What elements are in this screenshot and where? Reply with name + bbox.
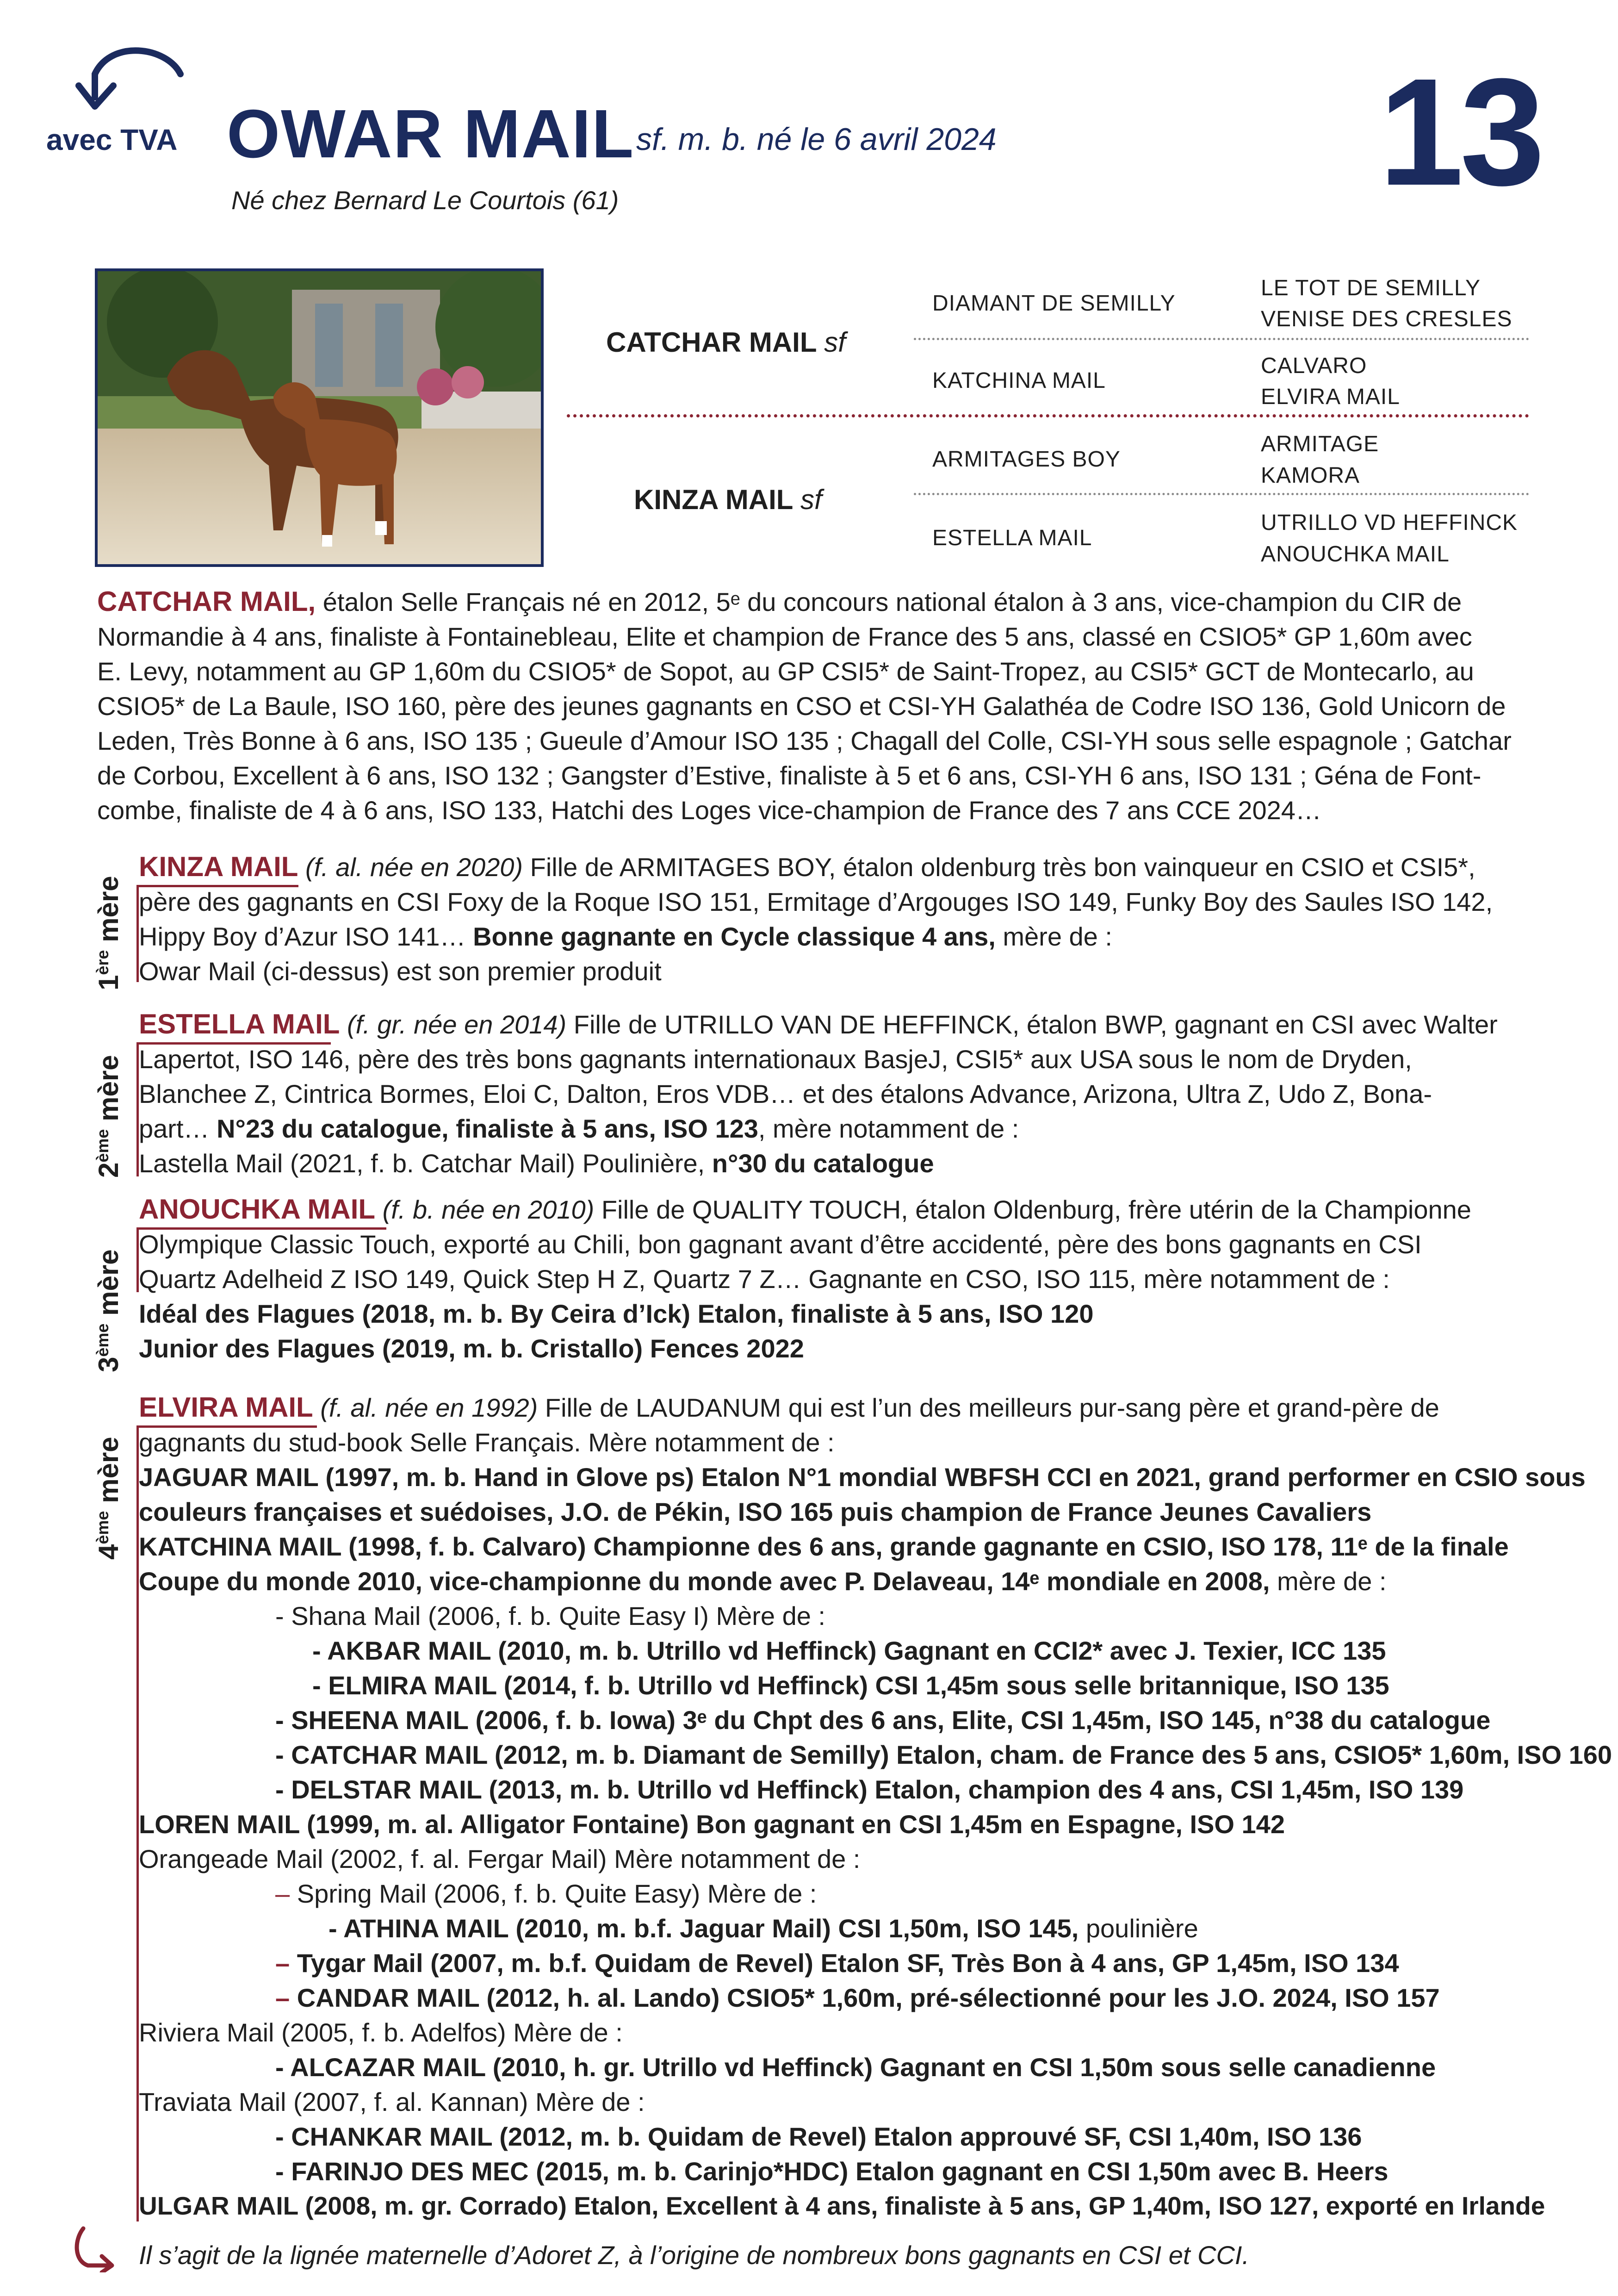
third-dam-label: 3ème mère	[93, 1249, 124, 1372]
pedigree-gen3-8: ANOUCHKA MAIL	[1261, 542, 1450, 566]
fourth-dam-section: ELVIRA MAIL (f. al. née en 1992) Fille de LAUDANUM qui est l’un des meilleurs pur-sang père et grand-père de gagnants du stud-book Selle Français. Mère notamment de : JAGUAR MAIL (1997, m. b. Hand in Glove ps) Etalon N°1 mondial WBFSH CCI en 2021, grand performer en CSIO sous couleurs françaises et suédoises, J.O. de Pékin, ISO 165 puis champion de France Jeunes Cavaliers KATCHINA MAIL (1998, f. b. Calvaro) Championne des 6 ans, grande gagnante en CSIO, ISO 178, 11ᵉ de la finale Coupe du monde 2010, vice-championne du monde avec P. Delaveau, 14ᵉ mondiale en 2008, mère de : - Shana Mail (2006, f. b. Quite Easy I) Mère de : - AKBAR MAIL (2010, m. b. Utrillo vd Heffinck) Gagnant en CCI2* avec J. Texier, ICC 135 - ELMIRA MAIL (2014, f. b. Utrillo vd Heffinck) CSI 1,45m sous selle britannique, ISO 135 - SHEENA MAIL (2006, f. b. Iowa) 3ᵉ du Chpt des 6 ans, Elite, CSI 1,45m, ISO 145, n°38 du catalogue - CATCHAR MAIL (2012, m. b. Diamant de Semilly) Etalon, cham. de France des 5 ans, CSIO5* 1,60m, ISO 160 - DELSTAR MAIL (2013, m. b. Utrillo vd Heffinck) Etalon, champion des 4 ans, CSI 1,45m, ISO 139 LOREN MAIL (1999, m. al. Alligator Fontaine) Bon gagnant en CSI 1,45m en Espagne, ISO 142 Orangeade Mail (2002, f. al. Fergar Mail) Mère notamment de : – Spring Mail (2006, f. b. Quite Easy) Mère de : - ATHINA MAIL (2010, m. b.f. Jaguar Mail) CSI 1,50m, ISO 145, poulinière – Tygar Mail (2007, m. b.f. Quidam de Revel) Etalon SF, Très Bon à 4 ans, GP 1,45m, ISO 134 – CANDAR MAIL (2012, h. al. Lando) CSIO5* 1,60m, pré-sélectionné pour les J.O. 2024, ISO 157 Riviera Mail (2005, f. b. Adelfos) Mère de : - ALCAZAR MAIL (2010, h. gr. Utrillo vd Heffinck) Gagnant en CSI 1,50m sous selle canadienne Traviata Mail (2007, f. al. Kannan) Mère de : - CHANKAR MAIL (2012, m. b. Quidam de Revel) Etalon approuvé SF, CSI 1,40m, ISO 136 - FARINJO DES MEC (2015, m. b. Carinjo*HDC) Etalon gagnant en CSI 1,50m avec B. Heers ULGAR MAIL (2008, m. gr. Corrado) Etalon, Excellent à 4 ans, finaliste à 5 ans, GP 1,40m, ISO 127, exporté en Irlande	[139, 1390, 1527, 2223]
pedigree-gen2-1: DIAMANT DE SEMILLY	[932, 291, 1176, 316]
produce-line: LOREN MAIL (1999, m. al. Alligator Fontaine) Bon gagnant en CSI 1,45m en Espagne, ISO 142	[139, 1810, 1285, 1839]
sire-line: Normandie à 4 ans, finaliste à Fontainebleau, Elite et champion de France des 5 ans, classé en CSIO5* GP 1,60m avec	[97, 622, 1472, 651]
sire-line: CSIO5* de La Baule, ISO 160, père des jeunes gagnants en CSO et CSI-YH Galathéa de Codre ISO 136, Gold Unicorn de	[97, 691, 1506, 721]
first-dam-section: KINZA MAIL (f. al. née en 2020) Fille de ARMITAGES BOY, étalon oldenburg très bon vainqueur en CSIO et CSI5*, père des gagnants en CSI Foxy de la Roque ISO 151, Ermitage d’Argouges ISO 149, Funky Boy des Saules ISO 142, Hippy Boy d’Azur ISO 141… Bonne gagnante en Cycle classique 4 ans, mère de : Owar Mail (ci-dessus) est son premier produit	[139, 851, 1493, 986]
horse-photo	[95, 268, 544, 567]
produce-line: – Spring Mail (2006, f. b. Quite Easy) Mère de :	[275, 1879, 817, 1908]
produce-line: JAGUAR MAIL (1997, m. b. Hand in Glove ps) Etalon N°1 mondial WBFSH CCI en 2021, grand performer en CSIO sous	[139, 1462, 1586, 1492]
curved-arrow-icon	[69, 42, 190, 120]
produce-line: – Tygar Mail (2007, m. b.f. Quidam de Revel) Etalon SF, Très Bon à 4 ans, GP 1,45m, ISO 134	[275, 1948, 1399, 1978]
produce-line: Traviata Mail (2007, f. al. Kannan) Mère de :	[139, 2087, 645, 2116]
pedigree-gen3-1: LE TOT DE SEMILLY	[1261, 276, 1481, 300]
pedigree-gen3-4: ELVIRA MAIL	[1261, 385, 1400, 409]
third-dam-section: ANOUCHKA MAIL (f. b. née en 2010) Fille de QUALITY TOUCH, étalon Oldenburg, frère utérin de la Championne Olympique Classic Touch, exporté au Chili, bon gagnant avant d’être accidenté, père des bons gagnants en CSI Quartz Adelheid Z ISO 149, Quick Step H Z, Quartz 7 Z… Gagnante en CSO, ISO 115, mère notamment de : Idéal des Flagues (2018, m. b. By Ceira d’Ick) Etalon, finaliste à 5 ans, ISO 120 Junior des Flagues (2019, m. b. Cristallo) Fences 2022	[139, 1194, 1471, 1363]
second-dam-label: 2ème mère	[93, 1055, 124, 1178]
pedigree-divider	[914, 493, 1529, 495]
produce-line: - SHEENA MAIL (2006, f. b. Iowa) 3ᵉ du Chpt des 6 ans, Elite, CSI 1,45m, ISO 145, n°38 du catalogue	[275, 1705, 1491, 1735]
sire-description	[97, 584, 1525, 828]
produce-line: - AKBAR MAIL (2010, m. b. Utrillo vd Heffinck) Gagnant en CCI2* avec J. Texier, ICC 135	[312, 1636, 1386, 1665]
horse-name: OWAR MAIL	[227, 96, 635, 172]
produce-line: - FARINJO DES MEC (2015, m. b. Carinjo*HDC) Etalon gagnant en CSI 1,50m avec B. Heers	[275, 2157, 1389, 2186]
pedigree-gen2-4: ESTELLA MAIL	[932, 526, 1092, 550]
sire-line: combe, finaliste de 4 à 6 ans, ISO 133, Hatchi des Loges vice-champion de France des 7 ans CCE 2024…	[97, 796, 1321, 825]
first-dam-title: KINZA MAIL	[139, 851, 298, 882]
pedigree-gen3-3: CALVARO	[1261, 354, 1367, 378]
sire-line: de Corbou, Excellent à 6 ans, ISO 132 ; Gangster d’Estive, finaliste à 5 et 6 ans, CSI-YH 6 ans, ISO 131 ; Géna de Font-	[97, 761, 1482, 790]
hook-arrow-icon	[69, 2221, 120, 2272]
pedigree-gen2-2: KATCHINA MAIL	[932, 368, 1106, 393]
sire-line: E. Levy, notamment au GP 1,60m du CSIO5* de Sopot, au GP CSI5* de Saint-Tropez, au CSI5* GCT de Montecarlo, au	[97, 657, 1474, 686]
produce-line: Orangeade Mail (2002, f. al. Fergar Mail) Mère notamment de :	[139, 1844, 861, 1873]
tva-label: avec TVA	[46, 123, 178, 156]
produce-line: KATCHINA MAIL (1998, f. b. Calvaro) Championne des 6 ans, grande gagnante en CSIO, ISO 178, 11ᵉ de la finale	[139, 1532, 1509, 1561]
pedigree-divider	[914, 338, 1529, 340]
pedigree-gen3-2: VENISE DES CRESLES	[1261, 307, 1513, 331]
pedigree-dam: KINZA MAIL sf	[634, 484, 822, 515]
produce-line: - ALCAZAR MAIL (2010, h. gr. Utrillo vd Heffinck) Gagnant en CSI 1,50m sous selle canadienne	[275, 2053, 1436, 2082]
sire-title: CATCHAR MAIL,	[97, 586, 316, 617]
third-dam-title: ANOUCHKA MAIL	[139, 1194, 376, 1225]
pedigree-gen3-6: KAMORA	[1261, 463, 1360, 488]
produce-line: Riviera Mail (2005, f. b. Adelfos) Mère de :	[139, 2018, 623, 2047]
produce-line: - ATHINA MAIL (2010, m. b.f. Jaguar Mail) CSI 1,50m, ISO 145, poulinière	[329, 1914, 1198, 1943]
pedigree-main-divider	[567, 414, 1529, 417]
second-dam-section: ESTELLA MAIL (f. gr. née en 2014) Fille de UTRILLO VAN DE HEFFINCK, étalon BWP, gagnant en CSI avec Walter Lapertot, ISO 146, père des très bons gagnants internationaux BasjeJ, CSI5* aux USA sous le nom de Dryden, Blanchee Z, Cintrica Bormes, Eloi C, Dalton, Eros VDB… et des étalons Advance, Arizona, Ultra Z, Udo Z, Bona- part… N°23 du catalogue, finaliste à 5 ans, ISO 123, mère notamment de : Lastella Mail (2021, f. b. Catchar Mail) Poulinière, n°30 du catalogue	[139, 1008, 1498, 1178]
pedigree-gen2-3: ARMITAGES BOY	[932, 447, 1121, 472]
breeder-line: Né chez Bernard Le Courtois (61)	[231, 186, 619, 215]
sire-line: Leden, Très Bonne à 6 ans, ISO 135 ; Gueule d’Amour ISO 135 ; Chagall del Colle, CSI-YH sous selle espagnole ; Gatchar	[97, 726, 1512, 755]
produce-line: - CATCHAR MAIL (2012, m. b. Diamant de Semilly) Etalon, cham. de France des 5 ans, CSIO5* 1,60m, ISO 160	[275, 1740, 1612, 1769]
produce-line: ULGAR MAIL (2008, m. gr. Corrado) Etalon, Excellent à 4 ans, finaliste à 5 ans, GP 1,40m, ISO 127, exporté en Irlande	[139, 2191, 1545, 2220]
pedigree-gen3-5: ARMITAGE	[1261, 432, 1379, 456]
produce-line: - ELMIRA MAIL (2014, f. b. Utrillo vd Heffinck) CSI 1,45m sous selle britannique, ISO 135	[312, 1671, 1389, 1700]
produce-line: - DELSTAR MAIL (2013, m. b. Utrillo vd Heffinck) Etalon, champion des 4 ans, CSI 1,45m, ISO 139	[275, 1775, 1464, 1804]
fourth-dam-label: 4ème mère	[93, 1437, 124, 1560]
lot-number: 13	[1379, 46, 1542, 217]
fourth-dam-title: ELVIRA MAIL	[139, 1392, 313, 1423]
mare-and-foal-image	[98, 271, 541, 564]
horse-description: sf. m. b. né le 6 avril 2024	[636, 122, 997, 157]
sire-line-1: CATCHAR MAIL, étalon Selle Français né en 2012, 5ᵉ du concours national étalon à 3 ans, vice-champion du CIR de	[97, 586, 1462, 617]
footer-note: Il s’agit de la lignée maternelle d’Adoret Z, à l’origine de nombreux bons gagnants en CSI et CCI.	[139, 2240, 1250, 2270]
first-dam-label: 1ère mère	[93, 876, 124, 990]
pedigree-gen3-7: UTRILLO VD HEFFINCK	[1261, 510, 1518, 535]
produce-line: couleurs françaises et suédoises, J.O. de Pékin, ISO 165 puis champion de France Jeunes Cavaliers	[139, 1497, 1372, 1526]
produce-line: - Shana Mail (2006, f. b. Quite Easy I) Mère de :	[275, 1601, 825, 1630]
pedigree-sire: CATCHAR MAIL sf	[606, 327, 846, 358]
produce-line: - CHANKAR MAIL (2012, m. b. Quidam de Revel) Etalon approuvé SF, CSI 1,40m, ISO 136	[275, 2122, 1362, 2151]
produce-line: – CANDAR MAIL (2012, h. al. Lando) CSIO5* 1,60m, pré-sélectionné pour les J.O. 2024, ISO 157	[275, 1983, 1440, 2012]
produce-line: Coupe du monde 2010, vice-championne du monde avec P. Delaveau, 14ᵉ mondiale en 2008, mère de :	[139, 1567, 1387, 1596]
second-dam-title: ESTELLA MAIL	[139, 1008, 340, 1039]
